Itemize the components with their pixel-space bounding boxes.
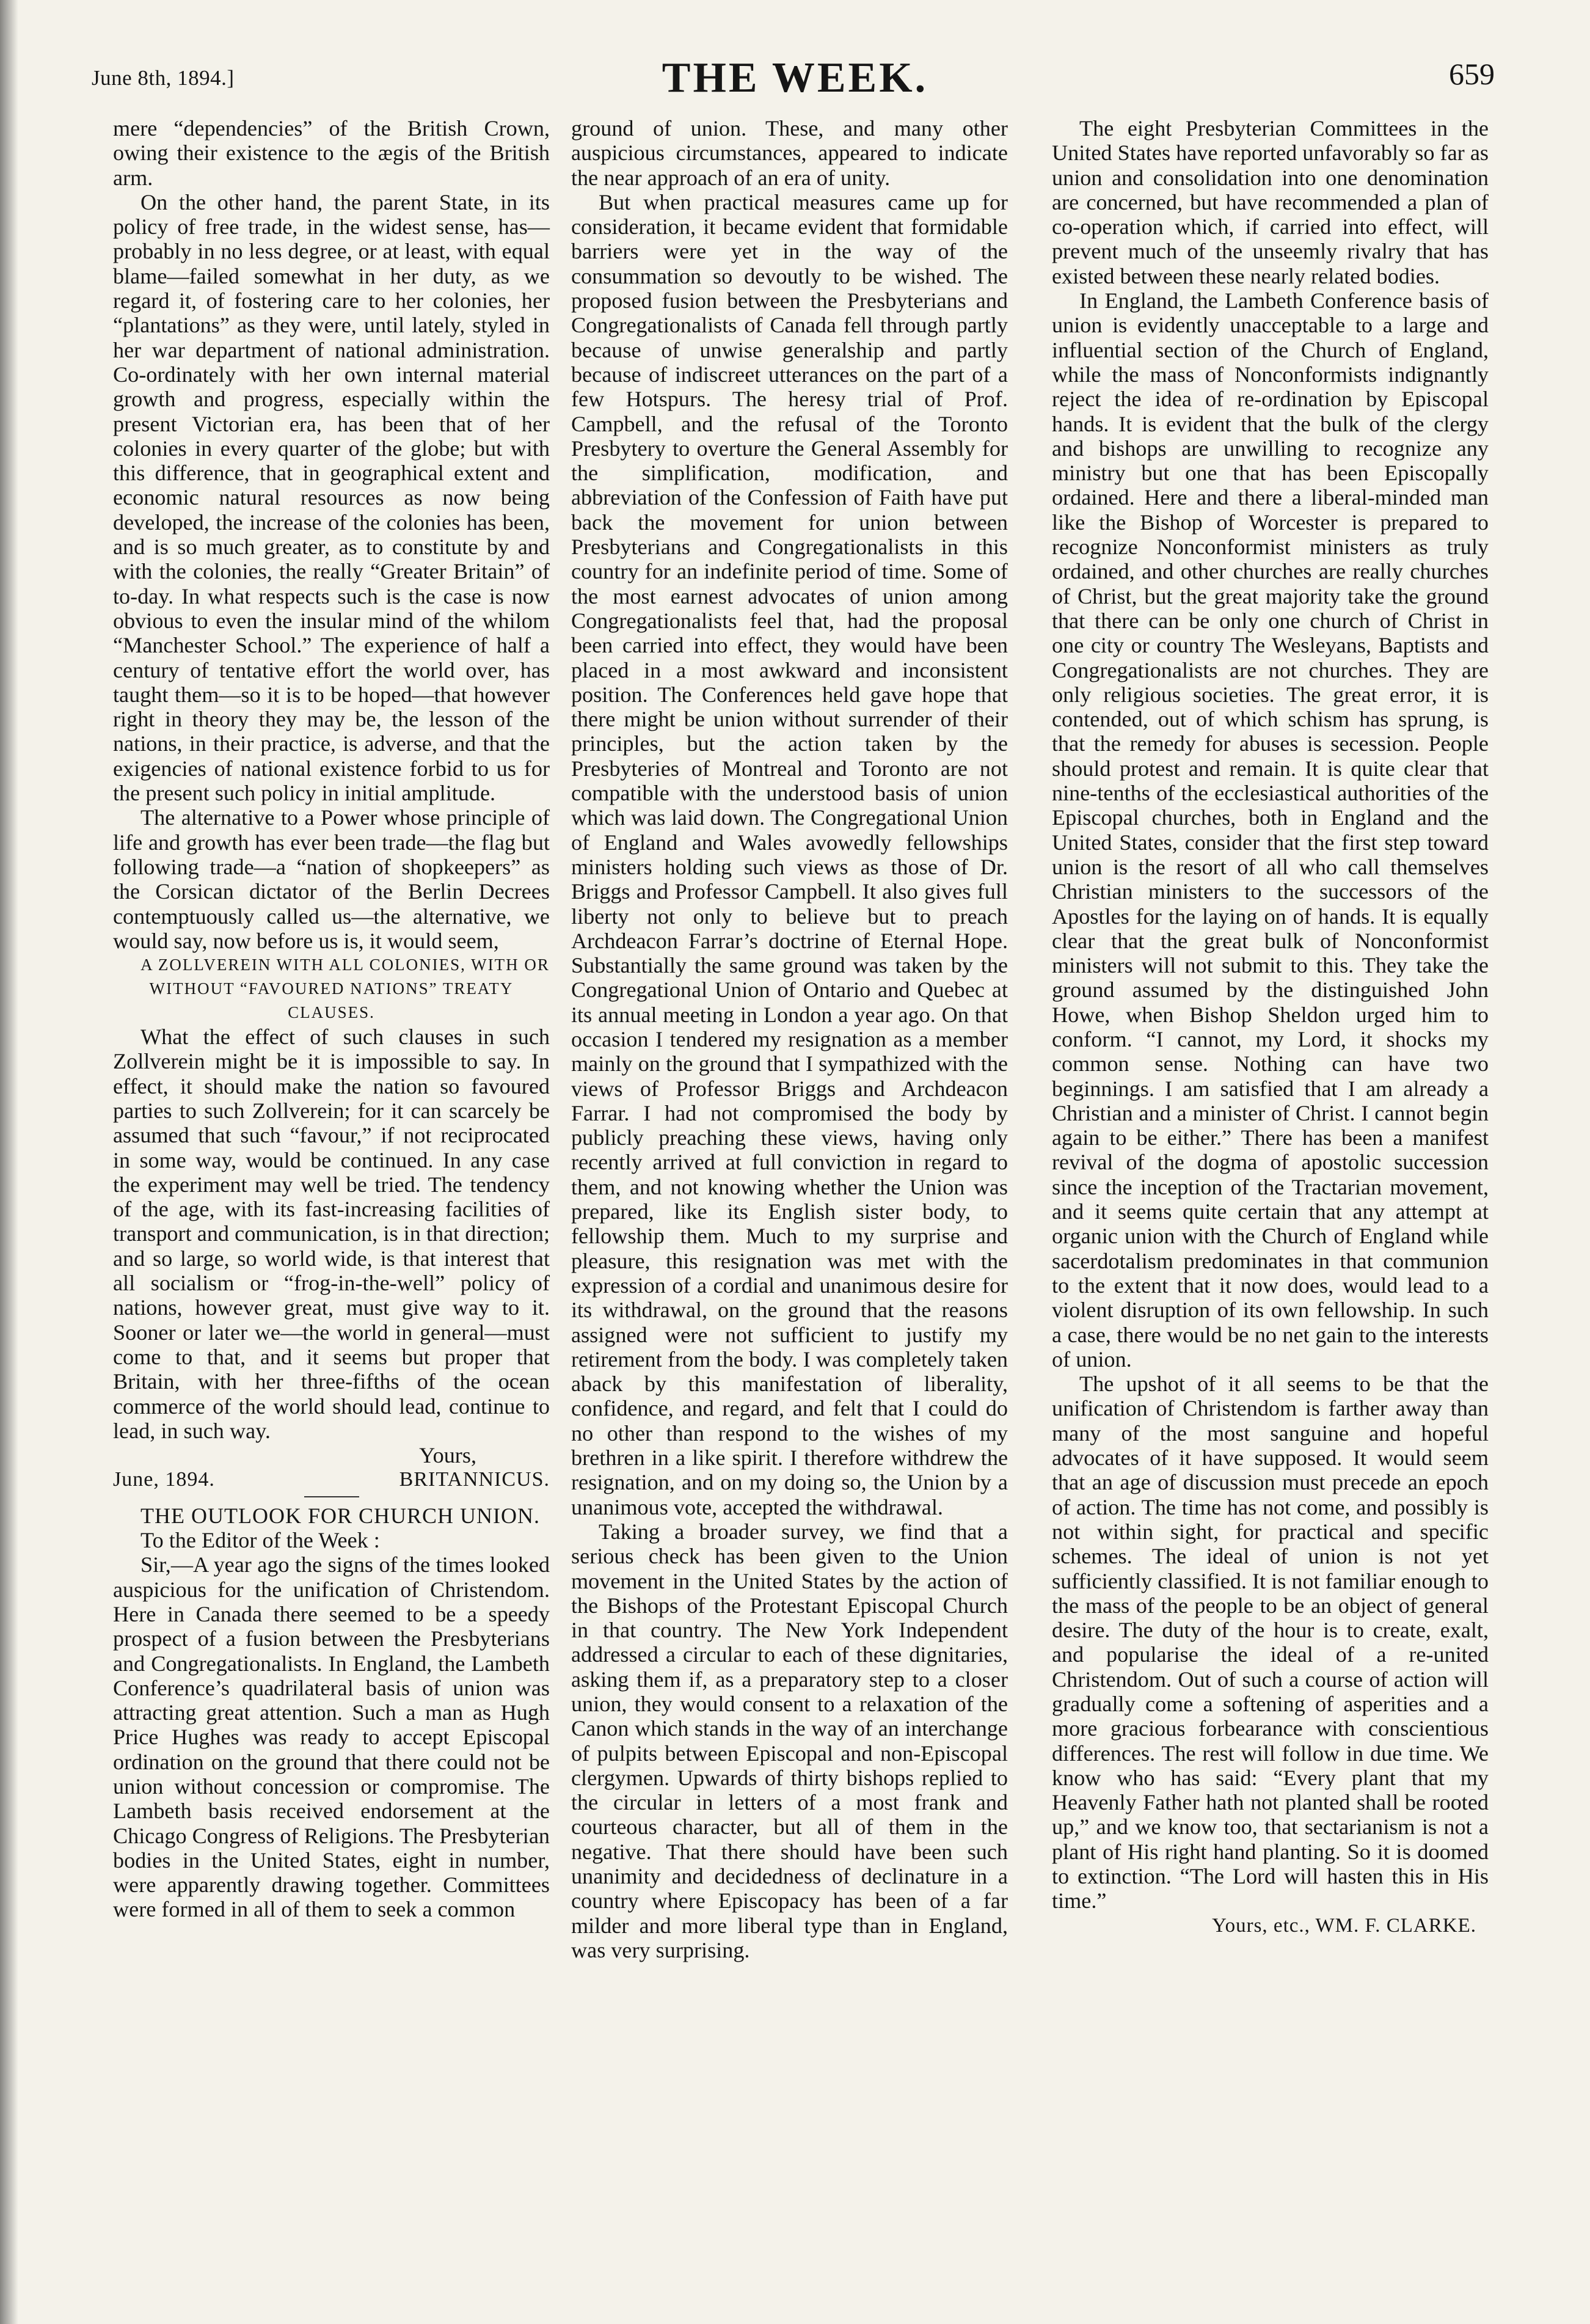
paragraph: The alternative to a Power whose principle of life and growth has ever been trade—the flag but following trade—a “nation of shopkeepers” as the Corsican dictator of the Berlin Decrees contemptuously called us—the alternative, we would say, now before us is, it would seem,: [113, 805, 550, 953]
signature-name: BRITANNICUS.: [399, 1468, 550, 1491]
paragraph: What the effect of such clauses in such Zollverein might be it is impossible to say. In effect, it should make the nation so favoured parties to such Zollverein; for it can scarcely be assumed that such “favour,” if not reciprocated in some way, would be continued. In any case the experiment may well be tried. The tendency of the age, with its fast-increasing facilities of transport and communication, is in that direction; and so large, so world wide, is that interest that all socialism or “frog-in-the-well” policy of nations, however great, must give way to it. Sooner or later we—the world in general—must come to that, and it seems but proper that Britain, with her three-fifths of the ocean commerce of the world should lead, continue to lead, in such way.: [113, 1025, 550, 1443]
closing-signature: Yours, etc., WM. F. CLARKE.: [1212, 1914, 1476, 1937]
paragraph: ground of union. These, and many other auspicious circumstances, appeared to indicate the near approach of an era of unity.: [571, 116, 1008, 190]
signoff: Yours,: [419, 1443, 476, 1468]
paragraph: Sir,—A year ago the signs of the times looked auspicious for the unification of Christendom. Here in Canada there seemed to be a speedy prospect of a fusion between the Presbyterians and Congregationalists. In England, the Lambeth Conference’s quadrilateral basis of union was attracting great attention. Such a man as Hugh Price Hughes was ready to accept Episcopal ordination on the ground that there could not be union without concession or compromise. The Lambeth basis received endorsement at the Chicago Congress of Religions. The Presbyterian bodies in the United States, eight in number, were apparently drawing together. Committees were formed in all of them to seek a common: [113, 1552, 550, 1922]
letter-title: THE OUTLOOK FOR CHURCH UNION.: [140, 1503, 540, 1528]
paragraph: The eight Presbyterian Committees in the United States have reported unfavorably so far as union and consolidation into one denomination are concerned, but have recommended a plan of co-operation which, if carried into effect, will prevent much of the unseemly rivalry that has existed between these nearly related bodies.: [1052, 116, 1489, 288]
issue-date: June 8th, 1894.]: [92, 66, 235, 90]
column-1: [113, 116, 550, 1922]
divider: [304, 1496, 359, 1497]
section-heading: A ZOLLVEREIN WITH ALL COLONIES, WITH OR WITHOUT “FAVOURED NATIONS” TREATY CLAUSES.: [140, 956, 550, 1022]
page-number: 659: [1449, 57, 1495, 91]
column-2: [571, 116, 1008, 1962]
paragraph: In England, the Lambeth Conference basis of union is evidently unacceptable to a large and influential section of the Church of England, while the mass of Nonconformists indignantly reject the idea of re-ordination by Episcopal hands. It is evident that the bulk of the clergy and bishops are unwilling to recognize any ministry but one that has been Episcopally ordained. Here and there a liberal-minded man like the Bishop of Worcester is prepared to recognize Nonconformist ministers as truly ordained, and other churches are really churches of Christ, but the great majority take the ground that there can be only one church of Christ in one city or country The Wesleyans, Baptists and Congregationalists are not churches. They are only religious societies. The great error, it is contended, out of which schism has sprung, is that the remedy for abuses is secession. People should protest and remain. It is quite clear that nine-tenths of the ecclesiastical authorities of the Episcopal churches, both in England and the United States, consider that the first step toward union is the resort of all who call themselves Christian ministers to the successors of the Apostles for the laying on of hands. It is equally clear that the great bulk of Nonconformist ministers will not submit to this. They take the ground assumed by the distinguished John Howe, when Bishop Sheldon urged him to conform. “I cannot, my Lord, it shocks my common sense. Nothing can have two beginnings. I am satisfied that I am already a Christian and a minister of Christ. I cannot begin again to be either.” There has been a manifest revival of the dogma of apostolic succession since the inception of the Tractarian movement, and it seems quite certain that any attempt at organic union with the Church of England while sacerdotalism predominates in that communion to the extent that it now does, would lead to a violent disruption of its own fellowship. In such a case, there would be no net gain to the interests of union.: [1052, 288, 1489, 1372]
scan-edge-shadow: [0, 0, 21, 2324]
paragraph: The upshot of it all seems to be that the unification of Christendom is farther away than many of the most sanguine and hopeful advocates of it have supposed. It would seem that an age of discussion must precede an epoch of action. The time has not come, and possibly is not within sight, for practical and specific schemes. The ideal of union is not yet sufficiently classified. It is not familiar enough to the mass of the people to be an object of general desire. The duty of the hour is to create, exalt, and popularise the ideal of a re-united Christendom. Out of such a course of action will gradually come a softening of asperities and a more gracious forbearance with conscientious differences. The rest will follow in due time. We know who has said: “Every plant that my Heavenly Father hath not planted shall be rooted up,” and we know too, that sectarianism is not a plant of His right hand planting. So it is doomed to extinction. “The Lord will hasten this in His time.”: [1052, 1372, 1489, 1913]
paragraph: Taking a broader survey, we find that a serious check has been given to the Union movement in the United States by the action of the Bishops of the Protestant Episcopal Church in that country. The New York Independent addressed a circular to each of these dignitaries, asking them if, as a preparatory step to a closer union, they would consent to a relaxation of the Canon which stands in the way of an interchange of pulpits between Episcopal and non-Episcopal clergymen. Upwards of thirty bishops replied to the circular in letters of a most frank and courteous character, but all of them in the negative. That there should have been such unanimity and decidedness of declinature in a country where Episcopacy has been of a far milder and more liberal type than in England, was very surprising.: [571, 1519, 1008, 1962]
paragraph: mere “dependencies” of the British Crown, owing their existence to the ægis of the British arm.: [113, 116, 550, 190]
signature-date: June, 1894.: [113, 1468, 215, 1491]
publication-title: THE WEEK.: [662, 54, 928, 101]
signature-line: [113, 1467, 550, 1492]
salutation: To the Editor of the Week :: [140, 1528, 380, 1553]
paragraph: But when practical measures came up for consideration, it became evident that formidable barriers were yet in the way of the consummation so devoutly to be wished. The proposed fusion between the Presbyterians and Congregationalists of Canada fell through partly because of unwise generalship and partly because of indiscreet utterances on the part of a few Hotspurs. The heresy trial of Prof. Campbell, and the refusal of the Toronto Presbytery to overture the General Assembly for the simplification, modification, and abbreviation of the Confession of Faith have put back the movement for union between Presbyterians and Congregationalists in this country for an indefinite period of time. Some of the most earnest advocates of union among Congregationalists feel that, had the proposal been carried into effect, they would have been placed in a most awkward and inconsistent position. The Conferences held gave hope that there might be union without surrender of their principles, but the action taken by the Presbyteries of Montreal and Toronto are not compatible with the understood basis of union which was laid down. The Congregational Union of England and Wales avowedly fellowships ministers holding such views as those of Dr. Briggs and Professor Campbell. It also gives full liberty not only to believe but to preach Archdeacon Farrar’s doctrine of Eternal Hope. Substantially the same ground was taken by the Congregational Union of Ontario and Quebec at its annual meeting in London a year ago. On that occasion I tendered my resignation as a member mainly on the ground that I sympathized with the views of Professor Briggs and Archdeacon Farrar. I had not compromised the body by publicly preaching these views, having only recently arrived at full conviction in regard to them, and not knowing whether the Union was prepared, like its English sister body, to fellowship them. Much to my surprise and pleasure, this resignation was met with the expression of a cordial and unanimous desire for its withdrawal, on the ground that the reasons assigned were not sufficient to justify my retirement from the body. I was completely taken aback by this manifestation of liberality, confidence, and regard, and felt that I could do no other than respond to the wishes of my brethren in a like spirit. I therefore withdrew the resignation, and on my doing so, the Union by a unanimous vote, accepted the withdrawal.: [571, 189, 1008, 1519]
column-3: [1052, 116, 1489, 1938]
paragraph: On the other hand, the parent State, in its policy of free trade, in the widest sense, has—probably in no less degree, or at least, with equal blame—failed somewhat in her duty, as we regard it, of fostering care to her colonies, her “plantations” as they were, until lately, styled in her war department of national administration. Co-ordinately with her own internal material growth and progress, especially within the present Victorian era, has been that of her colonies in every quarter of the globe; but with this difference, that in geographical extent and economic natural resources as now being developed, the increase of the colonies has been, and is so much greater, as to constitute by and with the colonies, the really “Greater Britain” of to-day. In what respects such is the case is now obvious to even the insular mind of the whilom “Manchester School.” The experience of half a century of tentative effort the world over, has taught them—so it is to be hoped—that however right in theory they may be, the lesson of the nations, in their practice, is adverse, and that the exigencies of national existence forbid to us for the present such policy in initial amplitude.: [113, 189, 550, 806]
